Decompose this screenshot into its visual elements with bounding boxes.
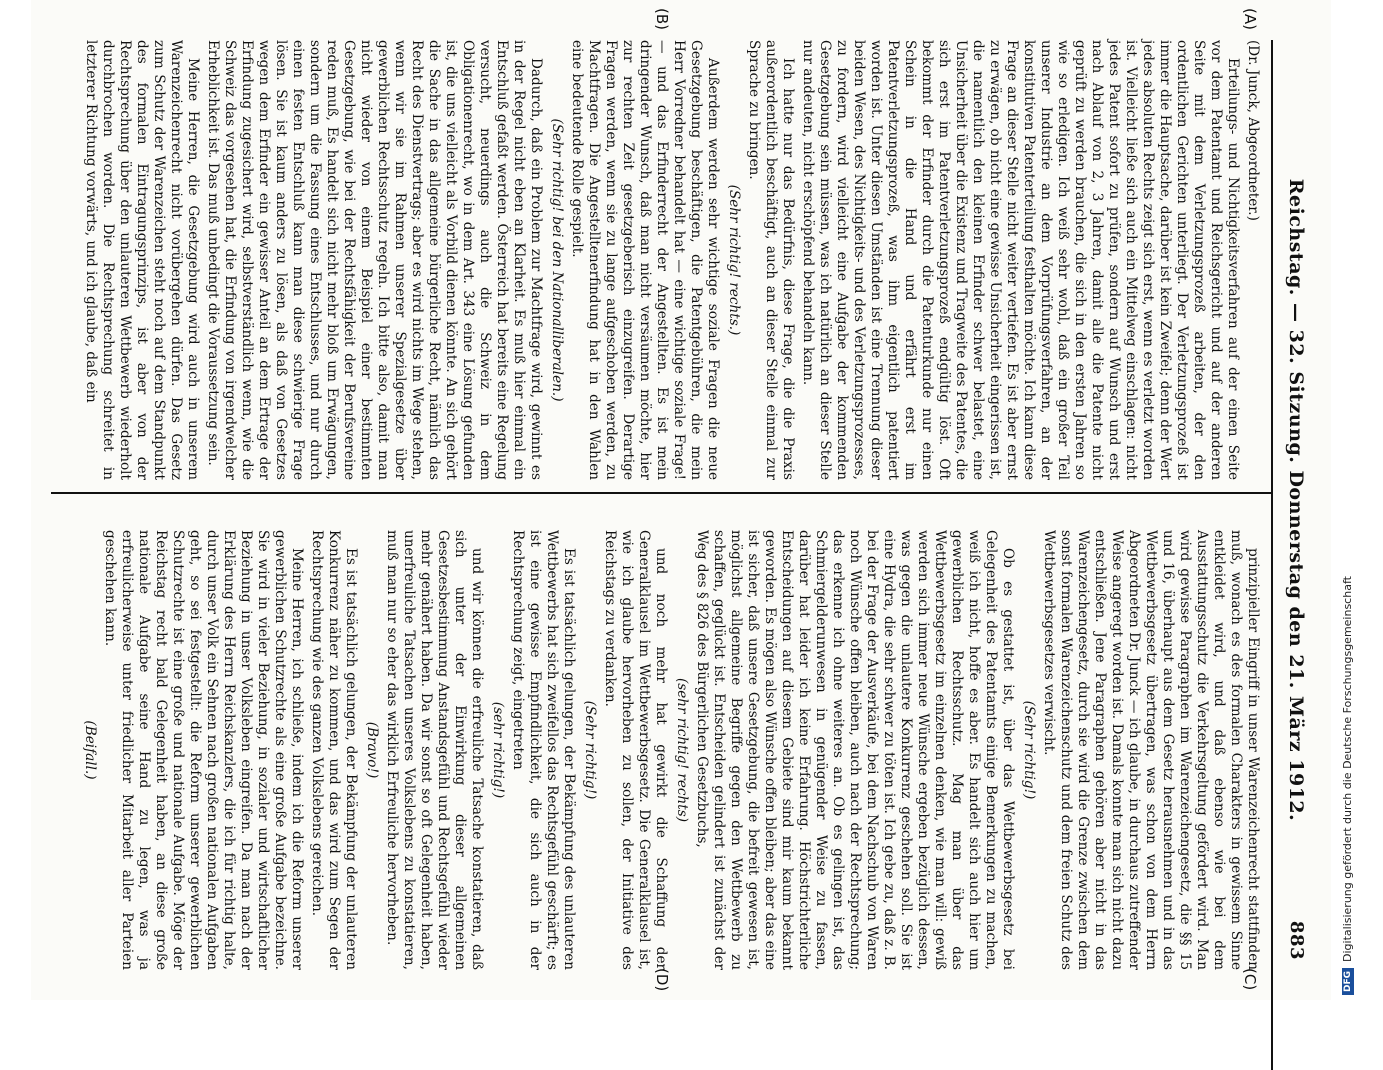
digitization-credit [1341, 576, 1354, 995]
credit-text: Digitalisierung gefördert durch die Deutsche Forschungsgemeinschaft [1341, 576, 1354, 962]
paragraph: Es ist tatsächlich gelungen, der Bekämpfung des unlauteren Wettbewerbs hat sich zweifellos das Rechtsgefühl geschärft; es ist eine gewisse Empfindlichkeit, die sich auch in der Rechtsprechung zeigt, eingetreten [510, 530, 577, 970]
left-column [79, 40, 1261, 480]
interjection: (Sehr richtig! bei den Nationalliberalen.) [549, 118, 565, 402]
speaker-label: (Dr. Junck, Abgeordneter.) [1245, 40, 1261, 221]
paragraph: und wir können die erfreuliche Tatsache konstatieren, daß sich unter der Einwirkung dieser allgemeinen Gesetzesbestimmung Anstandsgefühl und Rechtsgefühl wieder mehr genähert haben. Da wir sonst so oft Gelegenheit haben, unerfreuliche Tatsachen unseres Volkslebens zu konstatieren, muß man nur so eher das wirklich Erfreuliche hervorheben. [384, 530, 485, 970]
rotated-page [31, 0, 1331, 1000]
paragraph: Außerdem werden sehr wichtige soziale Fragen die neue Gesetzgebung beschäftigen, die Patentgebühren, die mein Herr Vorredner behandelt hat — eine wichtige soziale Frage! — und das Erfinderrecht der Angestellten. Es ist mein dringender Wunsch, daß man nicht versäumen möchte, hier zur rechten Zeit gesetzgeberisch einzugreifen. Derartige Fragen werden, wenn sie zu lange aufgeschoben werden, zu Machtfragen. Die Angestelltenerfindung hat in den Wahlen eine bedeutende Rolle gespielt. [569, 40, 721, 480]
right-column [77, 530, 1261, 970]
margin-marker-b: (B) [653, 8, 671, 30]
margin-marker-d: (D) [653, 968, 671, 992]
interjection: (sehr richtig! rechts) [674, 677, 690, 823]
page-number: 883 [1286, 920, 1307, 960]
interjection: (sehr richtig!) [490, 701, 506, 799]
paragraph: Meine Herren, ich schließe, indem ich die Reform unserer gewerblichen Schutzrechte als eine große Aufgabe bezeichne. Sie wird in vieler Beziehung, in sozialer und wirtschaftlicher Beziehung in unser Volksleben eingreifen. Da man nach der Erklärung des Herrn Reichskanzlers, die ich für richtig halte, durch unser Volk ein Sehnen nach großen nationalen Aufgaben geht, so sei festgestellt: die Reform unserer gewerblichen Schutzrechte ist eine große und nationale Aufgabe. Möge der Reichstag recht bald Gelegenheit haben, an diese große nationale Aufgabe seine Hand zu legen, was ja erfreulicherweise unter friedlicher Mitarbeit aller Parteien geschehen kann. [102, 530, 305, 970]
margin-marker-c: (C) [1241, 968, 1259, 991]
interjection: (Sehr richtig! rechts.) [726, 184, 742, 336]
paragraph: und noch mehr hat gewirkt die Schaffung der Generalklausel im Wettbewerbsgesetz. Die Generalklausel ist, wie ich glaube hervorheben zu sollen, der Initiative des Reichstags zu verdanken. [602, 530, 669, 970]
paragraph: Dadurch, daß ein Problem zur Machtfrage wird, gewinnt es in der Regel nicht eben an Klarheit. Es muß hier einmal ein Entschluß gefaßt werden. Österreich hat bereits eine Regelung versucht, neuerdings auch die Schweiz in dem Obligationenrecht, wo in dem Art. 343 eine Lösung gefunden ist, die uns vielleicht als Vorbild dienen könnte. An sich gehört die Sache in das allgemeine bürgerliche Recht, nämlich das Recht des Dienstvertrags; aber es wird nichts im Wege stehen, wenn wir sie im Rahmen unserer Spezialgesetze über gewerblichen Rechtsschutz regeln. Ich bitte also, damit man nicht wieder von einem Beispiel einer bestimmten Gesetzgebung, wie bei der Rechtsfähigkeit der Berufsvereine reden muß, Es handelt sich nicht mehr bloß um Erwägungen, sondern um die Fassung eines Entschlusses, und nur durch einen festen Entschluß kann man diese schwierige Frage lösen. Sie ist kaum anders zu lösen, als daß von Gesetzes wegen dem Erfinder ein gewisser Anteil an dem Ertrage der Erfindung zugesichert wird, selbstverständlich wenn, wie die Schweiz das vorgesehen hat, die Erfindung von irgendwelcher Erheblichkeit ist. Das muß unbedingt die Voraussetzung sein. [205, 40, 544, 480]
paragraph: Ob es gestattet ist, über das Wettbewerbsgesetz bei Gelegenheit des Patentamts einige Bemerkungen zu machen, weiß ich nicht, hoffe es aber. Es handelt sich auch hier um gewerblichen Rechtsschutz. Mag man über das Wettbewerbsgesetz im einzelnen denken, wie man will: gewiß werden sich immer neue Wünsche ergeben bezüglich dessen, was gegen die unlautere Konkurrenz geschehen soll. Sie ist eine Hydra, die sehr schwer zu töten ist. Ich gebe zu, daß z. B. bei der Frage der Ausverkäufe, bei dem Nachschub von Waren noch Wünsche offen bleiben, auch nach der Rechtsprechung; das erkenne ich ohne weiteres an. Ob es gelingen ist, das Schmiergelderunwesen in genügender Weise zu fassen, darüber hat leider ich keine Erfahrung. Höchstrichterliche Entscheidungen auf diesem Gebiete sind mir kaum bekannt geworden. Es mögen also Wünsche offen bleiben; aber das eine ist sicher, daß unsere Gesetzgebung, die befreit gewesen ist, möglichst allgemeine Begriffe gegen den Wettbewerb zu schaffen, geglückt ist. Entscheiden gelindert ist zunächst der Weg des § 826 des Bürgerlichen Gesetzbuchs, [694, 530, 1016, 970]
paragraph: Erteilungs- und Nichtigkeitsverfahren auf der einen Seite vor dem Patentamt und Reichsgericht und auf der anderen Seite mit dem Verletzungsprozeß arbeiten, der den ordentlichen Gerichten unterliegt. Der Verletzungsprozeß ist immer die Hauptsache, darüber ist kein Zweifel; denn der Wert jedes absoluten Rechts zeigt sich erst, wenn es verletzt worden ist. Vielleicht ließe sich auch ein Mittelweg einschlagen: nicht jedes Patent sofort zu prüfen, sondern auf Wunsch und erst nach Ablauf von 2, 3 Jahren, damit alle die Patente nicht geprüft zu werden brauchen, die sich in den ersten Jahren so wie so erledigen. Ich weiß sehr wohl, daß ein großer Teil unserer Industrie an dem Vorprüfungsverfahren, an der konstitutiven Patenterteilung festhalten möchte. Ich kann diese Frage an dieser Stelle nicht weiter vertiefen. Es ist aber ernst zu erwägen, ob nicht eine gewisse Unsicherheit eingerissen ist, die namentlich den kleinen Erfinder schwer belastet, eine Unsicherheit über die Existenz und Tragweite des Patentes, die sich erst im Patentverletzungsprozeß endgültig löst. Oft bekommt der Erfinder durch die Patenturkunde nur einen Schein in die Hand und erfährt erst im Patentverletzungsprozeß, was ihm eigentlich patentiert worden ist. Unter diesen Umständen ist eine Trennung dieser beiden Wesen, des Nichtigkeits- und des Verletzungsprozesses, zu fordern, wird vielleicht eine Aufgabe der kommenden Gesetzgebung sein müssen, was ich natürlich an dieser Stelle nur andeuten, nicht erschöpfend behandeln kann. [800, 40, 1241, 480]
dfg-logo: DFG [1342, 968, 1354, 995]
paragraph: Es ist tatsächlich gelungen, der Bekämpfung der unlauteren Konkurrenz näher zu kommen, und das wird zum Segen der Rechtsprechung wie des ganzen Volkslebens gereichen. [309, 530, 359, 970]
page-header [1273, 40, 1313, 960]
paragraph: Ich hatte nur das Bedürfnis, diese Frage, die die Praxis außerordentlich beschäftigt, auch an dieser Stelle einmal zur Sprache zu bringen. [746, 40, 796, 480]
paragraph: Meine Herren, die Gesetzgebung wird auch in unserem Warenzeichenrecht nicht vorübergehen dürfen. Das Gesetz zum Schutz der Warenzeichen steht noch auf dem Standpunkt des formalen Eintragungsprinzips, ist aber von der Rechtsprechung über den unlauteren Wettbewerb wiederholt durchbrochen worden. Die Rechtsprechung schreitet in letzterer Richtung vorwärts, und ich glaube, daß ein [83, 40, 201, 480]
header-rule [1271, 40, 1273, 1070]
column-divider [51, 492, 1271, 494]
page-title: Reichstag. — 32. Sitzung. Donnerstag den 21. März 1912. [1285, 178, 1307, 822]
interjection: (Sehr richtig!) [582, 700, 598, 800]
interjection: (Beifall.) [82, 720, 98, 780]
paragraph: prinzipieller Eingriff in unser Warenzeichenrecht stattfinden muß, wonach es des formalen Charakters in gewissem Sinne entkleidet wird, und daß ebenso wie bei dem Ausstattungsschutz die Verkehrsgeltung gefördert wird. Man wird gewisse Paragraphen im Warenzeichengesetz, die §§ 15 und 16, überhaupt aus dem Gesetz herausnehmen und in das Wettbewerbsgesetz übertragen, was schon von dem Herrn Abgeordneten Dr. Junck — ich glaube, in durchaus zutreffender Weise angeregt worden ist. Damals konnte man sich nicht dazu entschließen. Jene Paragraphen gehören aber nicht in das Warenzeichengesetz, durch sie wird die Grenze zwischen dem sonst formalen Warenzeichenschutz und dem freien Schutz des Wettbewerbsgesetzes verwischt. [1041, 530, 1261, 970]
interjection: (Bravo!) [364, 721, 380, 779]
margin-marker-a: (A) [1241, 8, 1259, 30]
interjection: (Sehr richtig!) [1021, 700, 1037, 800]
